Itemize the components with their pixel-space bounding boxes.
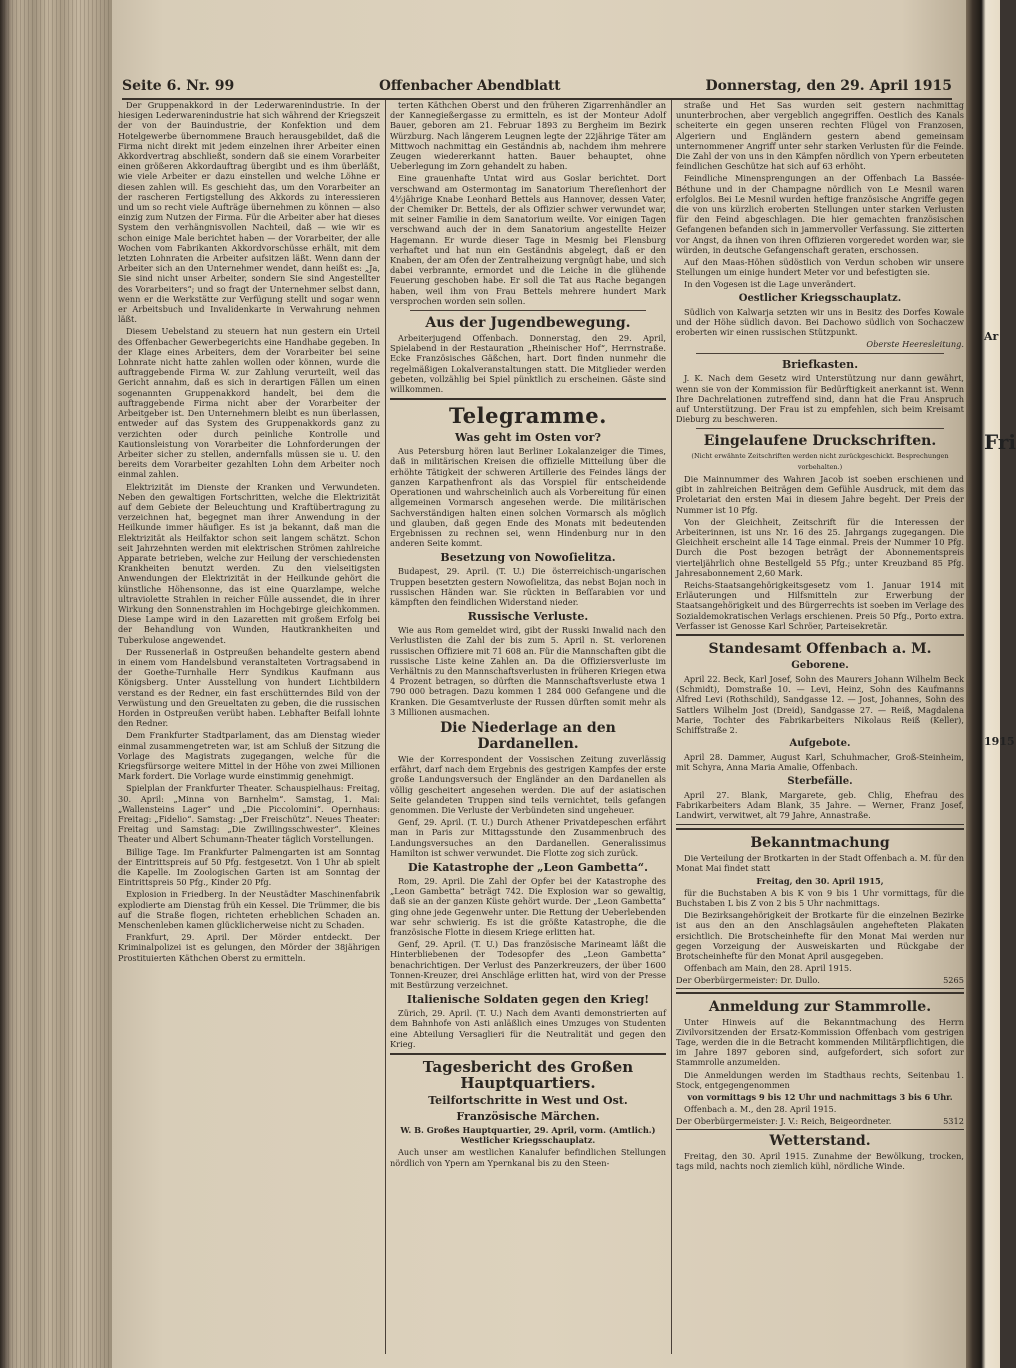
heading-oestlicher-kriegsschauplatz: Oestlicher Kriegsschauplatz. [738, 292, 902, 304]
column-rule [385, 100, 386, 1354]
telegram-dardanellen-genf: Genf, 29. April. (T. U.) Durch Athener Privatdepeschen erfährt man in Paris zur Mittagsstunde den Zusammenbruch des Landungsversuches an den Dardanellen. Generalissimus Hamilton ist schwer verwundet. Die Flotte zog sich zurück. [390, 817, 666, 858]
next-page-fragment: Fri [984, 430, 1016, 454]
bekanntmachung-times: für die Buchstaben A bis K von 9 bis 1 Uhr vormittags, für die Buchstaben L bis Z von 2 bis 5 Uhr nachmittags. [676, 887, 964, 908]
notice-number: 5265 [943, 975, 964, 986]
article-stadtparlament: Dem Frankfurter Stadtparlament, das am Dienstag wieder einmal zusammengetreten war, ist am Schluß der Sitzung die Vorlage des Magistrats zugegangen, welche für die Kriegsfürsorge weitere Mittel in der Höhe von zwei Millionen Mark fordert. Die Vorlage wurde einstimmig genehmigt. [118, 730, 380, 782]
heading-russische-verluste: Russische Verluste. [467, 610, 589, 624]
article-elektrizitaet: Elektrizität im Dienste der Kranken und Verwundeten. Neben den gewaltigen Fortschritten, welche die Elektrizität auf dem Gebiete der Beleuchtung und Kraftübertragung zu verzeichnen hat, begegnet man ihrer Anwendung in der Heilkunde immer häufiger. Es ist ja bekannt, daß man die Elektrizität als Heilfaktor schon seit langem schätzt. Schon seit Jahrzehnten werden mit elektrischen Strömen zahlreiche Apparate betrieben, welche zur Heilung der verschiedensten Krankheiten benutzt werden. Zu den vielseitigsten Anwendungen der Elektrizität in der Heilkunde gehört die künstliche Höhensonne, das ist eine Quarzlampe, welche ultraviolette Strahlen in reicher Fülle aussendet, die in ihrer Wirkung den Sonnenstrahlen im Hochgebirge gleichkommen. Diese Lampe wird in den Lazaretten mit großem Erfolg bei der Behandlung von Wunden, Hautkrankheiten und Tuberkulose angewendet. [118, 481, 380, 645]
column-1 [118, 100, 380, 1354]
bekanntmachung-intro: Die Verteilung der Brotkarten in der Stadt Offenbach a. M. für den Monat Mai findet statt [676, 853, 964, 874]
book-binding-edge [0, 0, 112, 1368]
column-2 [390, 100, 666, 1354]
heading-teilfortschritte: Teilfortschritte in West und Ost. [428, 1094, 628, 1108]
stammrolle-box [676, 992, 964, 1130]
telegram-gambetta-genf: Genf, 29. April. (T. U.) Das französische Marineamt läßt die Hinterbliebenen der Todesopfer des „Leon Gambetta“ benachrichtigen. Der Verlust des Panzerkreuzers, der über 1600 Tonnen-Kreuzer, drei Anschläge erlitten hat, wird von der Presse mit Bestürzung verzeichnet. [390, 939, 666, 991]
telegram-verluste: Wie aus Rom gemeldet wird, gibt der Russki Inwalid nach den Verlustlisten die Zahl der bis zum 5. April n. St. verlorenen russischen Offiziere mit 71 608 an. Für die Mannschaften gibt die russische Liste keine Zahlen an. Da die Offiziersverluste im Verhältnis zu den Mannschaftsverlusten in früheren Kriegen etwa 4 Prozent betragen, so dürften die Mannschaftsverluste etwa 1 790 000 betragen. Dazu kommen 1 284 000 Gefangene und die Kranken. Die Gesamtverluste der Russen dürften somit mehr als 3 Millionen ausmachen. [390, 625, 666, 717]
page-number: Seite 6. Nr. 99 [122, 78, 235, 94]
signature-oberbuergermeister: Der Oberbürgermeister: Dr. Dullo. [676, 975, 820, 986]
heading-stammrolle: Anmeldung zur Stammrolle. [708, 998, 932, 1015]
stammrolle-intro: Unter Hinweis auf die Bekanntmachung des Herrn Zivilvorsitzenden der Ersatz-Kommission Offenbach vom gestrigen Tage, werden die in die Betracht kommenden Militärpflichtigen, die im Jahre 1897 geboren sind, aufgefordert, sich sofort zur Stammrolle anzumelden. [676, 1016, 964, 1068]
stammrolle-hours: von vormittags 9 bis 12 Uhr und nachmittags 3 bis 6 Uhr. [687, 1092, 953, 1103]
article-gruppenakkord: Der Gruppenakkord in der Lederwarenindustrie. In der hiesigen Lederwarenindustrie hat sich während der Kriegszeit der von der Bauindustrie, der Konfektion und dem Hotelgewerbe übernommene Brauch herausgebildet, daß die Firma nicht direkt mit jedem einzelnen ihrer Arbeiter einen Akkordvertrag abschließt, sondern daß sie einem Vorarbeiter einen größeren Akkordauftrag übergibt und es ihm überläßt, wie viele Arbeiter er dazu einstellen und welche Löhne er diesen zahlen will. Es geschieht das, um den Vorarbeiter an der rascheren Fertigstellung des Akkords zu interessieren und um so recht viele Aufträge übernehmen zu können — also einzig zum Nutzen der Firma. Für die Arbeiter aber hat dieses System den verhängnisvollen Nachteil, daß — wie wir es schon einige Male berichtet haben — der Vorarbeiter, der alle Wochen vom Fabrikanten Akkordvorschüsse erhält, mit dem letzten Lohnraten die Arbeiter aufsitzen läßt. Wenn dann der Arbeiter sich an den Unternehmer wendet, dann heißt es: „Ja, Sie sind nicht unser Arbeiter, sondern Sie sind Angestellter des Vorarbeiters“; und so fragt der Unternehmer selbst dann, wenn er die Werkstätte zur Verfügung stellt und sogar wenn er Arbeitsbuch und Invalidenkarte in Verwahrung nehmen läßt. [118, 100, 380, 325]
heading-tagesbericht: Tagesbericht des Großen Hauptquartiers. [422, 1058, 634, 1093]
signature-oberbuergermeister: Der Oberbürgermeister: J. V.: Reich, Beigeordneter. [676, 1116, 892, 1127]
signature-heeresleitung: Oberste Heeresleitung. [866, 339, 964, 350]
divider [696, 353, 944, 354]
notice-number: 5312 [943, 1116, 964, 1127]
telegram-italien: Zürich, 29. April. (T. U.) Nach dem Avanti demonstrierten auf dem Bahnhofe von Asti anläßlich eines Umzuges von Studenten eine Abteilung Versaglieri für die Neutralität und gegen den Krieg. [390, 1008, 666, 1049]
heading-osten: Was geht im Osten vor? [455, 431, 601, 445]
bekanntmachung-footer [676, 975, 964, 985]
article-explosion: Explosion in Friedberg. In der Neustädter Maschinenfabrik explodierte am Dienstag früh ein Kessel. Die Trümmer, die bis auf die Straße flogen, richteten erheblichen Schaden an. Menschenleben kamen glücklicherweise nicht zu Schaden. [118, 889, 380, 931]
divider [390, 1053, 666, 1055]
newspaper-masthead [122, 74, 952, 100]
heading-geborene: Geborene. [791, 659, 849, 671]
article-theater: Spielplan der Frankfurter Theater. Schauspielhaus: Freitag, 30. April: „Minna von Barnhelm“. Samstag, 1. Mai: „Wallensteins Lager“ und „Die Piccolomini“. Opernhaus: Freitag: „Fidelio“. Samstag: „Der Freischütz“. Neues Theater: Freitag und Samstag: „Die Zwillingsschwester“. Kleines Theater und Albert Schumann-Theater täglich Vorstellungen. [118, 783, 380, 845]
article-arbeiterjugend: Arbeiterjugend Offenbach. Donnerstag, den 29. April, Spielabend in der Restauration „Rheinischer Hof“, Herrnstraße. Ecke Französisches Gäßchen, hart. Dort finden nunmehr die regelmäßigen Lokalveranstaltungen statt. Die Mitglieder werden gebeten, vollzählig bei Spiel pünktlich zu erscheinen. Gäste sind willkommen. [390, 333, 666, 395]
bekanntmachung-body: Die Bezirksangehörigkeit der Brotkarte für die einzelnen Bezirke ist aus den an den Anschlagsäulen angehefteten Plakaten ersichtlich. Die Brotscheinhefte für den Monat Mai werden nur gegen Vorzeigung der Ausweiskarten und Rückgabe der Brotscheinhefte für den Monat April ausgegeben. [676, 910, 964, 961]
article-untat: Eine grauenhafte Untat wird aus Goslar berichtet. Dort verschwand am Ostermontag im Sanatorium Thereſienhort der 4½jährige Knabe Leonhard Bettels aus Hannover, dessen Vater, der Chemiker Dr. Bettels, der als Offizier schwer verwundet war, mit seiner Familie in dem Sanatorium weilte. Vor einigen Tagen verschwand auch der in dem Sanatorium angestellte Heizer Hagemann. Er wurde dieser Tage in Mesmig bei Flensburg verhaftet und hat nun ein Geständnis abgelegt, daß er den Knaben, der am Ofen der Zentralheizung vergnügt habe, und sich dabei verbrannte, ermordet und die Leiche in die glühende Feuerung geschoben habe. Er soll die Tat aus Rache begangen haben, weil ihm von Frau Bettels mehrere hundert Mark versprochen worden sein sollen. [390, 173, 666, 306]
druckschrift-gesetz: Reichs-Staatsangehörigkeitsgesetz vom 1. Januar 1914 mit Erläuterungen und Hilfsmitteln zur Erwerbung der Staatsangehörigkeit und des Bürgerrechts ist soeben im Verlage des Sozialdemokratischen Verlags erschienen. Preis 50 Pfg., Porto extra. Verfasser ist Genosse Karl Schröer, Parteisekretär. [676, 579, 964, 631]
standesamt-box [676, 634, 964, 825]
bekanntmachung-box [676, 828, 964, 988]
telegram-nowosielitza: Budapest, 29. April. (T. U.) Die österreichisch-ungarischen Truppen besetzten gestern Nowoſielitza, das nebst Bojan noch in russischen Händen war. Sie rückten in Beſſarabien vor und kämpften den feindlichen Widerstand nieder. [390, 566, 666, 607]
aufgebote-list: April 28. Dammer, August Karl, Schuhmacher, Groß-Steinheim, mit Schyra, Anna Maria Amalie, Offenbach. [676, 752, 964, 773]
heading-dardanellen: Die Niederlage an den Dardanellen. [440, 719, 616, 752]
heading-briefkasten: Briefkasten. [781, 358, 859, 372]
heading-bekanntmachung: Bekanntmachung [750, 835, 890, 852]
heading-maerchen: Französische Märchen. [456, 1110, 600, 1124]
stammrolle-footer [676, 1116, 964, 1126]
column-rule [671, 100, 672, 1354]
heading-wetterstand: Wetterstand. [769, 1132, 871, 1149]
druckschriften-note: (Nicht erwähnte Zeitschriften werden nicht zurückgeschickt. Besprechungen vorbehalten.) [691, 452, 949, 471]
stammrolle-location: Die Anmeldungen werden im Stadthaus rechts, Seitenbau 1. Stock, entgegengenommen [676, 1069, 964, 1090]
report-dateline: W. B. Großes Hauptquartier, 29. April, vorm. (Amtlich.) Westlicher Kriegsschauplatz. [400, 1125, 656, 1146]
heading-telegramme: Telegramme. [449, 403, 607, 429]
article-billige-tage: Billige Tage. Im Frankfurter Palmengarten ist am Sonntag der Eintrittspreis auf 50 Pfg. festgesetzt. Von 1 Uhr ab spielt die Kapelle. Im Zoologischen Garten ist am Sonntag der Eintrittspreis 50 Pfg., Kinder 20 Pfg. [118, 846, 380, 888]
issue-date: Donnerstag, den 29. April 1915 [705, 78, 952, 94]
druckschrift-gleichheit: Von der Gleichheit, Zeitschrift für die Interessen der Arbeiterinnen, ist uns Nr. 16 des 25. Jahrgangs zugegangen. Die Gleichheit erscheint alle 14 Tage einmal. Preis der Nummer 10 Pfg. Durch die Post bezogen beträgt der Abonnementspreis vierteljährlich ohne Bestellgeld 55 Pfg.; unter Kreuzband 85 Pfg. Jahresabonnement 2,60 Mark. [676, 516, 964, 578]
divider [410, 310, 646, 311]
newspaper-name: Offenbacher Abendblatt [379, 78, 561, 94]
telegram-dardanellen: Wie der Korrespondent der Vossischen Zeitung zuverlässig erfährt, darf nach dem Ergebnis des gestrigen Kampfes der erste große Landungsversuch der Engländer an den Dardanellen als völlig gescheitert angesehen werden. Die auf der asiatischen Seite gelandeten Truppen sind teils vernichtet, teils gefangen genommen. Die Verluste der Verbündeten sind ungeheuer. [390, 753, 666, 815]
report-osten: Südlich von Kalwarja setzten wir uns in Besitz des Dorfes Kowale und der Höhe südlich davon. Bei Dachowo südlich von Sochaczew eroberten wir einen russischen Stützpunkt. [676, 306, 964, 338]
article-moerder: Frankfurt, 29. April. Der Mörder entdeckt. Der Kriminalpolizei ist es gelungen, den Mörder der 38jährigen Prostituierten Käthchen Oberst zu ermitteln. [118, 932, 380, 963]
next-page-fragment: Ar [984, 330, 999, 343]
briefkasten-text: J. K. Nach dem Gesetz wird Unterstützung nur dann gewährt, wenn sie von der Kommission für Bedürftigkeit anerkannt ist. Wenn Ihre Dachrelationen zutreffend sind, dann hat die Frau Anspruch auf Unterstützung. Der Frau ist zu empfehlen, sich beim Kreisamt Dieburg zu beschweren. [676, 373, 964, 425]
heading-nowosielitza: Besetzung von Nowoſielitza. [440, 551, 616, 565]
heading-standesamt: Standesamt Offenbach a. M. [708, 640, 932, 657]
next-page-edge [982, 0, 1016, 1368]
report-maas: Auf den Maas-Höhen südöstlich von Verdun schoben wir unsere Stellungen um einige hundert Meter vor und befestigten sie. [676, 257, 964, 278]
divider [390, 398, 666, 400]
heading-gambetta: Die Katastrophe der „Leon Gambetta“. [408, 860, 648, 874]
report-minen: Feindliche Minensprengungen an der Offenbach La Bassée-Béthune und in der Champagne nördlich von Le Mesnil waren erfolglos. Bei Le Mesnil wurden heftige französische Angriffe gegen die von uns kürzlich eroberten Stellungen unter starken Verlusten für den Feind abgeschlagen. Die hier gemachten französischen Gefangenen befanden sich in jammervoller Verfassung. Sie zitterten vor Angst, da ihnen von ihren Offizieren vorgeredet worden war, sie würden, in deutsche Gefangenschaft geraten, erschossen. [676, 173, 964, 255]
report-vogesen: In den Vogesen ist die Lage unverändert. [684, 279, 856, 290]
bekanntmachung-place: Offenbach am Main, den 28. April 1915. [684, 963, 852, 974]
report-cont: straße und Het Sas wurden seit gestern nachmittag ununterbrochen, aber vergeblich angegriffen. Oestlich des Kanals scheiterte ein gegen unseren rechten Flügel von Franzosen, Algeriern und Engländern gestern abend gemeinsam unternommener Angriff unter sehr starken Verlusten für die Feinde. Die Zahl der von uns in den Kämpfen nördlich von Ypern erbeuteten feindlichen Geschütze hat sich auf 63 erhöht. [676, 100, 964, 172]
heading-druckschriften: Eingelaufene Druckschriften. [703, 433, 937, 450]
bekanntmachung-date: Freitag, den 30. April 1915, [756, 875, 884, 886]
heading-sterbefaelle: Sterbefälle. [787, 775, 853, 787]
sterbefaelle-list: April 27. Blank, Margarete, geb. Chlig, Ehefrau des Fabrikarbeiters Adam Blank, 35 Jahre. — Werner, Franz Josef, Landwirt, verwitwet, alt 79 Jahre, Annastraße. [676, 789, 964, 820]
telegram-gambetta: Rom, 29. April. Die Zahl der Opfer bei der Katastrophe des „Leon Gambetta“ beträgt 742. Die Explosion war so gewaltig, daß sie an der ganzen Küste gehört wurde. Der „Leon Gambetta“ ging ohne jede Gegenwehr unter. Die Rettung der Ueberlebenden war sehr schwierig. Es ist die größte Katastrophe, die die französische Flotte in diesem Kriege erlitten hat. [390, 875, 666, 937]
heading-italienische-soldaten: Italienische Soldaten gegen den Krieg! [406, 993, 650, 1007]
stammrolle-place: Offenbach a. M., den 28. April 1915. [684, 1104, 837, 1115]
heading-jugendbewegung: Aus der Jugendbewegung. [425, 315, 631, 332]
column-3 [676, 100, 964, 1354]
article-russenerlass: Der Russenerlaß in Ostpreußen behandelte gestern abend in einem vom Handelsbund veranstalteten Vortragsabend in der Goethe-Turnhalle Herr Syndikus Kaufmann aus Königsberg. Unter Ausstellung von hundert Lichtbildern verstand es der Redner, ein fast erschütterndes Bild von der Verwüstung und den Greueltaten zu geben, die die russischen Horden in Ostpreußen verübt haben. Lebhafter Beifall lohnte den Redner. [118, 646, 380, 729]
article-moerder-cont: terten Käthchen Oberst und den früheren Zigarrenhändler an der Kannegießergasse zu ermitteln, es ist der Monteur Adolf Bauer, geboren am 21. Februar 1893 zu Bergheim im Bezirk Würzburg. Nach längerem Leugnen legte der 22jährige Täter am Mittwoch nachmittag ein Geständnis ab, nachdem ihm mehrere Zeugen wiedererkannt hatten. Bauer behauptet, ohne Ueberlegung im Zorn gehandelt zu haben. [390, 100, 666, 172]
next-page-fragment: 1915 [984, 735, 1015, 748]
report-text: Auch unser am westlichen Kanalufer befindlichen Stellungen nördlich von Ypern am Ypernkanal bis zu den Steen- [390, 1147, 666, 1168]
geborene-list: April 22. Beck, Karl Josef, Sohn des Maurers Johann Wilhelm Beck (Schmidt), Domstraße 10. — Levi, Heinz, Sohn des Kaufmanns Alfred Levi (Rothschild), Sandgasse 12. — Jost, Johannes, Sohn des Sattlers Wilhelm Jost (Dreid), Sandgasse 27. — Reiß, Magdalena Marie, Tochter des Fabrikarbeiters Nikolaus Reiß (Keller), Schiffstraße 2. [676, 673, 964, 735]
telegram-osten: Aus Petersburg hören laut Berliner Lokalanzeiger die Times, daß in militärischen Kreisen die offizielle Mitteilung über die erhöhte Tätigkeit der schweren Artillerie des Feindes längs der ganzen Karpathenfront als das Vorspiel für entscheidende Operationen und wahrscheinlich auch als Vorbereitung für einen allgemeinen Vormarsch angesehen werde. Die militärischen Sachverständigen halten einen solchen Vormarsch als möglich und glauben, daß gegen Ende des Monats mit bedeutenden Ergebnissen zu rechnen sei, wenn Hindenburg nur in den anderen Seite kommt. [390, 446, 666, 549]
wetter-text: Freitag, den 30. April 1915. Zunahme der Bewölkung, trocken, tags mild, nachts noch ziemlich kühl, nördliche Winde. [676, 1150, 964, 1171]
article-gruppenakkord-cont: Diesem Uebelstand zu steuern hat nun gestern ein Urteil des Offenbacher Gewerbegerichts eine Handhabe gegeben. In der Klage eines Arbeiters, dem der Vorarbeiter bei seine Lohnrate nicht hatte zahlen wollen oder können, wurde die auftraggebende Firma W. zur Zahlung verurteilt, weil das Gericht annahm, daß es sich in derartigen Fällen um einen sogenannten Gruppenakkord handelt, bei dem die auftraggebende Firma nicht aber der Vorarbeiter der Arbeitgeber ist. Den Unternehmern bleibt es nun überlassen, entweder auf das System des Gruppenakkords ganz zu verzichten oder durch peinliche Kontrolle und Kautionsleistung von Vorarbeiter die Lohnforderungen der Arbeiter sicher zu stellen, andernfalls müssen sie u. U. den bereits dem Vorarbeiter gezahlten Lohn dem Arbeiter noch einmal zahlen. [118, 326, 380, 480]
druckschrift-jacob: Die Mainnummer des Wahren Jacob ist soeben erschienen und gibt in zahlreichen Beiträgen dem Gefühle Ausdruck, mit dem das Proletariat den ersten Mai in diesem Jahre begeht. Der Preis der Nummer ist 10 Pfg. [676, 473, 964, 515]
heading-aufgebote: Aufgebote. [789, 738, 851, 750]
divider [696, 428, 944, 429]
